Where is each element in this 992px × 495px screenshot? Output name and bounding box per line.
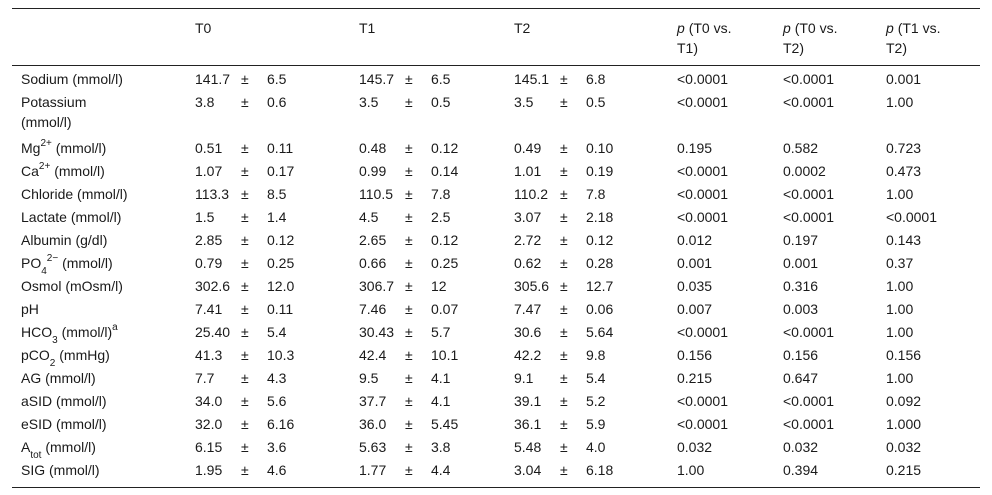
row-label-label-rest: (mmol/l): [41, 439, 96, 455]
t2-mean: 39.1: [514, 393, 542, 409]
plus-minus: ±: [405, 278, 413, 294]
t0-sd: 6.5: [267, 71, 287, 87]
p02-value: 0.197: [783, 232, 819, 248]
plus-minus: ±: [405, 416, 413, 432]
row-label: [21, 437, 96, 461]
p02-value: 0.001: [783, 255, 819, 271]
p12-value: <0.0001: [886, 209, 937, 225]
row-label-text: Lactate (mmol/l): [21, 209, 122, 225]
row-label-text: Potassium: [21, 94, 87, 110]
p02-value: 0.032: [783, 439, 819, 455]
p12-value: 0.001: [886, 71, 922, 87]
p02-value: 0.0002: [783, 163, 826, 179]
header-t0: T0: [195, 20, 212, 36]
row-label-label-base: PO: [21, 255, 42, 271]
plus-minus: ±: [241, 462, 249, 478]
t0-sd: 4.3: [267, 370, 287, 386]
p02-value: <0.0001: [783, 416, 834, 432]
t1-mean: 9.5: [359, 370, 379, 386]
p02-value: <0.0001: [783, 209, 834, 225]
row-label-text: SIG (mmol/l): [21, 462, 100, 478]
t1-sd: 4.1: [431, 370, 451, 386]
row-label-label-base: HCO: [21, 324, 53, 340]
row-label: [21, 322, 118, 346]
t0-mean: 7.7: [195, 370, 215, 386]
plus-minus: ±: [560, 232, 568, 248]
row-label-text-line2: (mmol/l): [21, 114, 72, 130]
t2-sd: 4.0: [586, 439, 606, 455]
header-p-t1-t2-line2: T2): [886, 40, 907, 56]
t1-sd: 7.8: [431, 186, 451, 202]
plus-minus: ±: [241, 301, 249, 317]
t0-sd: 1.4: [267, 209, 287, 225]
t1-mean: 306.7: [359, 278, 395, 294]
t0-mean: 302.6: [195, 278, 231, 294]
t1-mean: 42.4: [359, 347, 387, 363]
t2-sd: 5.64: [586, 324, 614, 340]
t1-mean: 5.63: [359, 439, 387, 455]
p01-value: 0.032: [677, 439, 713, 455]
row-label: [21, 276, 123, 296]
row-label: [21, 230, 107, 250]
t2-mean: 0.49: [514, 140, 542, 156]
t2-sd: 0.12: [586, 232, 614, 248]
row-label: [21, 253, 113, 277]
t0-mean: 34.0: [195, 393, 223, 409]
t0-sd: 0.6: [267, 94, 287, 110]
p02-value: 0.394: [783, 462, 819, 478]
p01-value: 0.195: [677, 140, 713, 156]
plus-minus: ±: [241, 439, 249, 455]
t0-mean: 1.95: [195, 462, 223, 478]
p12-value: 1.00: [886, 301, 914, 317]
p01-value: <0.0001: [677, 209, 728, 225]
t2-mean: 110.2: [514, 186, 548, 202]
t1-mean: 0.66: [359, 255, 387, 271]
row-label-label-sup: 2+: [40, 138, 52, 150]
plus-minus: ±: [405, 462, 413, 478]
p12-value: 1.00: [886, 278, 914, 294]
t0-sd: 0.25: [267, 255, 295, 271]
p12-value: 1.00: [886, 324, 914, 340]
p12-value: 0.156: [886, 347, 922, 363]
row-label-label-base: Mg: [21, 140, 41, 156]
t2-mean: 145.1: [514, 71, 550, 87]
row-label-text: eSID (mmol/l): [21, 416, 107, 432]
t2-mean: 3.5: [514, 94, 534, 110]
plus-minus: ±: [405, 186, 413, 202]
p01-value: <0.0001: [677, 393, 728, 409]
plus-minus: ±: [241, 209, 249, 225]
plus-minus: ±: [560, 209, 568, 225]
plus-minus: ±: [560, 301, 568, 317]
p01-value: 0.035: [677, 278, 713, 294]
t0-sd: 5.6: [267, 393, 287, 409]
plus-minus: ±: [405, 94, 413, 110]
t1-sd: 6.5: [431, 71, 451, 87]
p01-value: <0.0001: [677, 163, 728, 179]
plus-minus: ±: [405, 71, 413, 87]
row-label-text: pH: [21, 301, 39, 317]
p02-value: <0.0001: [783, 94, 834, 110]
row-label: [21, 391, 107, 411]
t1-sd: 3.8: [431, 439, 451, 455]
p01-value: 0.012: [677, 232, 713, 248]
t0-mean: 0.79: [195, 255, 223, 271]
t0-sd: 10.3: [267, 347, 295, 363]
p12-value: 0.723: [886, 140, 922, 156]
t0-mean: 41.3: [195, 347, 223, 363]
t1-mean: 3.5: [359, 94, 379, 110]
plus-minus: ±: [241, 163, 249, 179]
plus-minus: ±: [560, 278, 568, 294]
row-label-label-sub: tot: [30, 449, 42, 461]
p01-value: 0.001: [677, 255, 713, 271]
plus-minus: ±: [560, 186, 568, 202]
p02-value: <0.0001: [783, 324, 834, 340]
t0-sd: 0.11: [267, 301, 294, 317]
row-label-label-rest: (mmol/l): [58, 255, 113, 271]
t2-mean: 30.6: [514, 324, 542, 340]
t2-mean: 9.1: [514, 370, 534, 386]
header-p-t1-t2: [886, 18, 940, 58]
row-label-label-sub: 4: [41, 265, 47, 277]
p12-value: 0.473: [886, 163, 922, 179]
row-label-text: aSID (mmol/l): [21, 393, 107, 409]
t0-mean: 25.40: [195, 324, 231, 340]
p02-value: 0.003: [783, 301, 819, 317]
t2-mean: 305.6: [514, 278, 550, 294]
plus-minus: ±: [405, 324, 413, 340]
t0-sd: 6.16: [267, 416, 295, 432]
t2-mean: 3.04: [514, 462, 542, 478]
t0-sd: 0.12: [267, 232, 295, 248]
row-label-label-sup: 2+: [38, 161, 51, 173]
p12-value: 1.00: [886, 94, 914, 110]
t0-mean: 6.15: [195, 439, 223, 455]
t2-sd: 0.10: [586, 140, 614, 156]
t1-mean: 110.5: [359, 186, 393, 202]
t1-sd: 5.45: [431, 416, 459, 432]
row-label-label-sub: 3: [52, 334, 58, 346]
plus-minus: ±: [241, 324, 249, 340]
p01-value: <0.0001: [677, 186, 728, 202]
t0-mean: 0.51: [195, 140, 223, 156]
p02-value: 0.316: [783, 278, 819, 294]
row-label: [21, 345, 110, 369]
p02-value: <0.0001: [783, 393, 834, 409]
t1-mean: 30.43: [359, 324, 395, 340]
t1-sd: 0.5: [431, 94, 451, 110]
p-letter: p: [677, 20, 685, 36]
p01-value: <0.0001: [677, 71, 728, 87]
header-p-t0-t1-line2: T1): [677, 40, 698, 56]
row-label-label-base: A: [21, 439, 31, 455]
t2-sd: 0.06: [586, 301, 614, 317]
t0-mean: 1.5: [195, 209, 215, 225]
t1-mean: 4.5: [359, 209, 379, 225]
t1-sd: 0.07: [431, 301, 459, 317]
t2-mean: 2.72: [514, 232, 542, 248]
t1-sd: 0.12: [431, 140, 459, 156]
plus-minus: ±: [405, 140, 413, 156]
t0-mean: 32.0: [195, 416, 223, 432]
t0-sd: 0.17: [267, 163, 295, 179]
row-label: [21, 161, 105, 181]
plus-minus: ±: [560, 255, 568, 271]
p12-value: 1.00: [886, 370, 914, 386]
header-p-t1-t2-line1: (T1 vs.: [897, 20, 941, 36]
t1-sd: 0.12: [431, 232, 459, 248]
row-label-label-rest: (mmol/l): [57, 324, 113, 340]
t1-mean: 7.46: [359, 301, 387, 317]
p01-value: 1.00: [677, 462, 705, 478]
t2-sd: 0.5: [586, 94, 606, 110]
plus-minus: ±: [241, 370, 249, 386]
t0-sd: 3.6: [267, 439, 287, 455]
plus-minus: ±: [241, 393, 249, 409]
header-t1: T1: [359, 20, 376, 36]
plus-minus: ±: [405, 163, 413, 179]
t2-mean: 5.48: [514, 439, 542, 455]
t2-sd: 5.4: [586, 370, 606, 386]
row-label-label-base: Ca: [21, 163, 39, 179]
t2-mean: 1.01: [514, 163, 542, 179]
plus-minus: ±: [241, 232, 249, 248]
t2-mean: 42.2: [514, 347, 542, 363]
header-p-t0-t2-line2: T2): [783, 40, 804, 56]
t1-sd: 5.7: [431, 324, 451, 340]
t1-mean: 0.99: [359, 163, 387, 179]
t1-sd: 12: [431, 278, 447, 294]
t2-mean: 0.62: [514, 255, 542, 271]
p-letter: p: [886, 20, 894, 36]
plus-minus: ±: [560, 462, 568, 478]
plus-minus: ±: [241, 71, 249, 87]
plus-minus: ±: [405, 439, 413, 455]
plus-minus: ±: [405, 232, 413, 248]
row-label-label-sup-end: a: [112, 322, 118, 334]
plus-minus: ±: [560, 324, 568, 340]
t2-sd: 9.8: [586, 347, 606, 363]
plus-minus: ±: [241, 278, 249, 294]
t2-sd: 6.8: [586, 71, 606, 87]
t0-mean: 113.3: [195, 186, 229, 202]
p01-value: 0.156: [677, 347, 713, 363]
row-label-label-rest: (mmol/l): [51, 140, 107, 156]
header-p-t0-t2: [783, 18, 837, 58]
t1-mean: 2.65: [359, 232, 387, 248]
t2-sd: 0.28: [586, 255, 614, 271]
t2-sd: 12.7: [586, 278, 614, 294]
row-label: [21, 207, 121, 227]
plus-minus: ±: [560, 393, 568, 409]
plus-minus: ±: [241, 416, 249, 432]
p02-value: 0.582: [783, 140, 819, 156]
t2-sd: 5.9: [586, 416, 606, 432]
row-label-text: Osmol (mOsm/l): [21, 278, 123, 294]
p12-value: 0.215: [886, 462, 922, 478]
row-label-label-rest: (mmHg): [55, 347, 110, 363]
t1-sd: 0.14: [431, 163, 459, 179]
t0-sd: 0.11: [267, 140, 294, 156]
t2-sd: 0.19: [586, 163, 614, 179]
t1-mean: 145.7: [359, 71, 395, 87]
t1-sd: 10.1: [431, 347, 459, 363]
p02-value: 0.647: [783, 370, 819, 386]
row-label-text: Albumin (g/dl): [21, 232, 108, 248]
t2-sd: 7.8: [586, 186, 606, 202]
plus-minus: ±: [560, 140, 568, 156]
plus-minus: ±: [405, 393, 413, 409]
p02-value: <0.0001: [783, 71, 834, 87]
plus-minus: ±: [560, 416, 568, 432]
p12-value: 0.143: [886, 232, 922, 248]
row-label-label-base: pCO: [21, 347, 50, 363]
header-t2: T2: [514, 20, 531, 36]
t1-mean: 0.48: [359, 140, 387, 156]
row-label-label-sub: 2: [49, 357, 56, 369]
plus-minus: ±: [560, 439, 568, 455]
t2-sd: 2.18: [586, 209, 614, 225]
plus-minus: ±: [241, 347, 249, 363]
plus-minus: ±: [405, 370, 413, 386]
row-label-label-rest: (mmol/l): [50, 163, 105, 179]
t1-sd: 0.25: [431, 255, 459, 271]
t0-sd: 12.0: [267, 278, 295, 294]
t0-mean: 2.85: [195, 232, 223, 248]
t1-sd: 2.5: [431, 209, 451, 225]
p12-value: 0.032: [886, 439, 922, 455]
plus-minus: ±: [560, 347, 568, 363]
plus-minus: ±: [405, 255, 413, 271]
header-p-t0-t1: [677, 18, 731, 58]
row-label-text: Sodium (mmol/l): [21, 71, 123, 87]
p12-value: 1.00: [886, 186, 914, 202]
row-label: [21, 414, 107, 434]
t2-sd: 6.18: [586, 462, 614, 478]
t2-mean: 36.1: [514, 416, 542, 432]
t0-sd: 8.5: [267, 186, 287, 202]
t1-sd: 4.4: [431, 462, 451, 478]
t0-mean: 7.41: [195, 301, 223, 317]
plus-minus: ±: [241, 140, 249, 156]
row-label-text: AG (mmol/l): [21, 370, 96, 386]
p-letter: p: [783, 20, 791, 36]
plus-minus: ±: [405, 347, 413, 363]
row-label-label-sup: 2−: [46, 253, 59, 265]
p02-value: 0.156: [783, 347, 819, 363]
p01-value: 0.007: [677, 301, 713, 317]
row-label-text: Chloride (mmol/l): [21, 186, 128, 202]
header-p-t0-t1-line1: (T0 vs.: [688, 20, 732, 36]
p01-value: <0.0001: [677, 94, 728, 110]
header-p-t0-t2-line1: (T0 vs.: [794, 20, 838, 36]
table-header: [12, 9, 980, 66]
row-label: [21, 299, 39, 319]
t1-mean: 1.77: [359, 462, 387, 478]
row-label: [21, 184, 128, 204]
row-label: [21, 138, 106, 158]
t2-sd: 5.2: [586, 393, 606, 409]
row-label: [21, 460, 100, 480]
p01-value: 0.215: [677, 370, 713, 386]
t1-sd: 4.1: [431, 393, 451, 409]
t0-sd: 5.4: [267, 324, 287, 340]
p01-value: <0.0001: [677, 416, 728, 432]
p02-value: <0.0001: [783, 186, 834, 202]
row-label: [21, 92, 86, 132]
plus-minus: ±: [560, 94, 568, 110]
plus-minus: ±: [560, 370, 568, 386]
p12-value: 1.000: [886, 416, 922, 432]
t2-mean: 3.07: [514, 209, 542, 225]
t0-mean: 1.07: [195, 163, 223, 179]
plus-minus: ±: [560, 163, 568, 179]
plus-minus: ±: [241, 255, 249, 271]
t1-mean: 36.0: [359, 416, 387, 432]
row-label: [21, 368, 96, 388]
t1-mean: 37.7: [359, 393, 387, 409]
plus-minus: ±: [560, 71, 568, 87]
data-table: [12, 8, 980, 488]
p12-value: 0.37: [886, 255, 914, 271]
p12-value: 0.092: [886, 393, 922, 409]
row-label: [21, 69, 123, 89]
t0-mean: 141.7: [195, 71, 231, 87]
plus-minus: ±: [241, 186, 249, 202]
t0-mean: 3.8: [195, 94, 215, 110]
t2-mean: 7.47: [514, 301, 542, 317]
plus-minus: ±: [241, 94, 249, 110]
p01-value: <0.0001: [677, 324, 728, 340]
plus-minus: ±: [405, 209, 413, 225]
plus-minus: ±: [405, 301, 413, 317]
t0-sd: 4.6: [267, 462, 287, 478]
